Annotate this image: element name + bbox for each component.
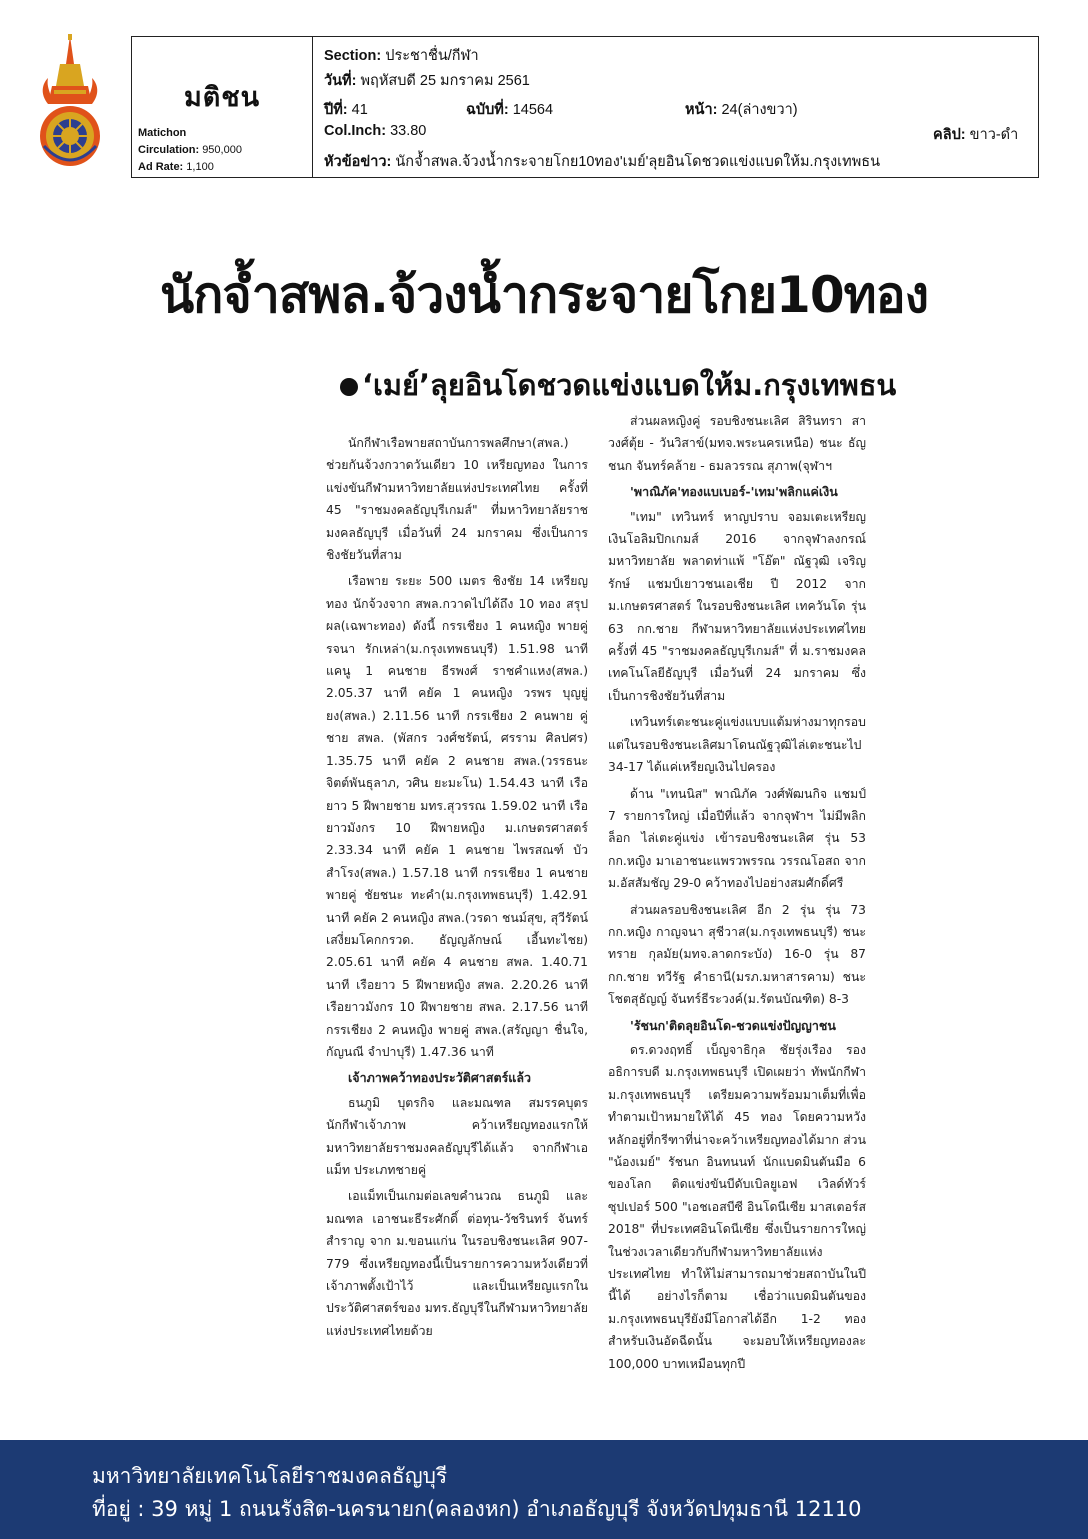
year-field: ปีที่: 41 — [324, 102, 368, 118]
publication-logo: มติชน — [183, 82, 261, 112]
clip-info-table — [131, 36, 1039, 178]
page-field: หน้า: 24(ล่างขวา) — [685, 102, 798, 118]
paragraph: นักกีฬาเรือพายสถาบันการพลศึกษา(สพล.) ช่วยกันจ้วงกวาดวันเดียว 10 เหรียญทอง ในการแข่งขันกีฬามหาวิทยาลัยแห่งประเทศไทย ครั้งที่ 45 "ราชมงคลธัญบุรีเกมส์" ที่มหาวิทยาลัยราชมงคลธัญบุรี เมื่อวันที่ 24 มกราคม ซึ่งเป็นการชิงชัยวันที่สาม — [326, 436, 588, 563]
headline-field: หัวข้อข่าว: นักจ้ำสพล.จ้วงน้ำกระจายโกย10ทอง'เมย์'ลุยอินโดชวดแข่งแบดให้ม.กรุงเทพธน — [324, 154, 881, 170]
subheadline-text: ‘เมย์’ลุยอินโดชวดแข่งแบดให้ม.กรุงเทพธน — [362, 368, 897, 402]
circulation: Circulation: 950,000 — [138, 144, 242, 156]
paragraph: เอแม็ทเป็นเกมต่อเลขคำนวณ ธนภูมิ และมณฑล เอาชนะธีระศักดิ์ ต่อทุน-วัชรินทร์ จันทร์สำราญ จาก ม.ขอนแก่น ในรอบชิงชนะเลิศ 907-779 ซึ่งเหรียญทองนี้เป็นรายการความหวังเดียวที่เจ้าภาพตั้งเป้าไว้ และเป็นเหรียญแรกในประวัติศาสตร์ของ มทร.ธัญบุรีในกีฬามหาวิทยาลัยแห่งประเทศไทยด้วย — [326, 1189, 588, 1338]
footer-address: ที่อยู่ : 39 หมู่ 1 ถนนรังสิต-นครนายก(คลองหก) อำเภอธัญบุรี จังหวัดปทุมธานี 12110 — [92, 1497, 862, 1521]
publication-name: Matichon — [138, 127, 187, 139]
paragraph: ธนภูมิ บุตรกิจ และมณฑล สมรรคบุตร นักกีฬาเจ้าภาพ คว้าเหรียญทองแรกให้มหาวิทยาลัยราชมงคลธัญบุรีได้แล้ว จากกีฬาเอแม็ท ประเภทชายคู่ — [326, 1095, 588, 1177]
paragraph: เรือพาย ระยะ 500 เมตร ชิงชัย 14 เหรียญทอง นักจ้วงจาก สพล.กวาดไปได้ถึง 10 ทอง สรุปผล(เฉพาะทอง) ดังนี้ กรรเชียง 1 คนหญิง พายคู่ รจนา รักเหล่า(ม.กรุงเทพธนบุรี) 1.51.98 นาที แคนู 1 คนชาย ธีรพงศ์ ราชคำแหง(สพล.) 2.05.37 นาที คยัค 1 คนหญิง วรพร บุญยู่ยง(สพล.) 2.11.56 นาที กรรเชียง 2 คนพาย คู่ชาย สพล. (พัสกร วงศ์ชรัตน์, ศรราม ศิลปศร) 1.35.75 นาที คยัค 2 คนชาย สพล.(วรรธนะ จิตต์พันธุลาภ, วศิน ยะมะโน) 1.54.43 นาที เรือยาว 5 ฝีพายชาย มทร.สุวรรณ 1.59.02 นาที เรือยาวมังกร 10 ฝีพายหญิง ม.เกษตรศาสตร์ 2.33.34 นาที คยัค 1 คนชาย ไพรสณฑ์ บัวสำโรง(สพล.) 1.57.18 นาที กรรเชียง 1 คนชาย พายคู่ ชัยชนะ ทะคำ(ม.กรุงเทพธนบุรี) 1.42.91 นาที คยัค 2 คนหญิง สพล.(วรดา ชนม์สุข, สุวีรัตน์ เสงี่ยมโคกกรวด. ธัญญลักษณ์ เอี้นทะไชย) 2.05.61 นาที คยัค 4 คนชาย สพล. 1.40.71 นาที เรือยาว 5 ฝีพายหญิง สพล. 2.20.26 นาที เรือยาวมังกร 10 ฝีพายชาย สพล. 2.17.56 นาที กรรเชียง 2 คนหญิง พายคู่ สพล.(สรัญญา ชื่นใจ, กัญนณี จำปาบุรี) 1.47.36 นาที — [326, 574, 588, 1059]
date-row: วันที่: พฤหัสบดี 25 มกราคม 2561 — [324, 73, 530, 89]
article-subheadline — [340, 362, 896, 408]
publication-meta — [138, 125, 242, 176]
clip-details — [313, 37, 1038, 177]
publication-block — [132, 37, 313, 177]
ad-rate: Ad Rate: 1,100 — [138, 161, 214, 173]
footer-bar — [0, 1440, 1088, 1539]
bullet-dot-icon — [340, 378, 358, 396]
article-column-1 — [326, 432, 588, 1346]
section-subheading: เจ้าภาพคว้าทองประวัติศาสตร์แล้ว — [348, 1070, 532, 1086]
issue-field: ฉบับที่: 14564 — [466, 102, 554, 118]
section-subheading: 'พาณิภัค'ทองแบเบอร์-'เทม'พลิกแค่เงิน — [630, 484, 838, 500]
clip-color-field: คลิป: ขาว-ดำ — [933, 127, 1019, 143]
section-row: Section: ประชาชื่น/กีฬา — [324, 48, 479, 64]
colinch-field: Col.Inch: 33.80 — [324, 123, 427, 139]
section-subheading: 'รัชนก'ติดลุยอินโด-ชวดแข่งปัญญาชน — [630, 1017, 836, 1033]
article-headline: นักจ้ำสพล.จ้วงน้ำกระจายโกย10ทอง — [159, 266, 929, 324]
article-column-2 — [608, 410, 866, 1379]
footer-institution: มหาวิทยาลัยเทคโนโลยีราชมงคลธัญบุรี — [92, 1464, 448, 1488]
paragraph: ด้าน "เทนนิส" พาณิภัค วงศ์พัฒนกิจ แชมป์ 7 รายการใหญ่ เมื่อปีที่แล้ว จากจุฬาฯ ไม่มีพลิกล็อก ไล่เตะคู่แข่ง เข้ารอบชิงชนะเลิศ รุ่น 53 กก.หญิง มาเอาชนะแพรวพรรณ วรรณโอสถ จาก ม.อัสสัมชัญ 29-0 คว้าทองไปอย่างสมศักดิ์ศรี — [608, 786, 866, 891]
paragraph: ส่วนผลหญิงคู่ รอบชิงชนะเลิศ สิรินทรา สาวงศ์ตุ้ย - วันวิสาข์(มทจ.พระนครเหนือ) ชนะ ธัญชนก จันทร์คล้าย - ธมลวรรณ สุภาพ(จุฬาฯ — [608, 414, 866, 473]
university-emblem-icon — [38, 34, 102, 172]
paragraph: "เทม" เทวินทร์ หาญปราบ จอมเตะเหรียญเงินโอลิมปิกเกมส์ 2016 จากจุฬาลงกรณ์มหาวิทยาลัย พลาดท่าแพ้ "โอ๊ต" ณัฐวุฒิ เจริญรักษ์ แชมป์เยาวชนเอเชีย ปี 2012 จาก ม.เกษตรศาสตร์ ในรอบชิงชนะเลิศ เทควันโด รุ่น 63 กก.ชาย กีฬามหาวิทยาลัยแห่งประเทศไทย ครั้งที่ 45 "ราชมงคลธัญบุรีเกมส์" ที่ ม.ราชมงคลเทคโนโลยีธัญบุรี เมื่อวันที่ 24 มกราคม ซึ่งเป็นการชิงชัยวันที่สาม — [608, 509, 866, 703]
paragraph: ดร.ดวงฤทธิ์ เบ็ญจาธิกุล ชัยรุ่งเรือง รองอธิการบดี ม.กรุงเทพธนบุรี เปิดเผยว่า ทัพนักกีฬา ม.กรุงเทพธนบุรี เตรียมความพร้อมมาเต็มที่เพื่อทำตามเป้าหมายให้ได้ 45 ทอง โดยความหวังหลักอยู่ที่กรีฑาที่น่าจะคว้าเหรียญทองได้มาก ส่วน "น้องเมย์" รัชนก อินทนนท์ นักแบดมินตันมือ 6 ของโลก ติดแข่งขันบีดับเบิลยูเอฟ เวิลด์ทัวร์ ซุปเปอร์ 500 "เอชเอสบีซี อินโดนีเซีย มาสเตอร์ส 2018" ที่ประเทศอินโดนีเซีย ซึ่งเป็นรายการใหญ่ ในช่วงเวลาเดียวกับกีฬามหาวิทยาลัยแห่งประเทศไทย ทำให้ไม่สามารถมาช่วยสถาบันในปีนี้ได้ อย่างไรก็ตาม เชื่อว่าแบดมินตันของ ม.กรุงเทพธนบุรียังมีโอกาสได้อีก 1-2 ทอง สำหรับเงินอัดฉีดนั้น จะมอบให้เหรียญทองละ 100,000 บาทเหมือนทุกปี — [608, 1042, 866, 1371]
paragraph: ส่วนผลรอบชิงชนะเลิศ อีก 2 รุ่น รุ่น 73 กก.หญิง กาญจนา สุชีวาส(ม.กรุงเทพธนบุรี) ชนะ ทราย กุลมัย(มทจ.ลาดกระบัง) 16-0 รุ่น 87 กก.ชาย ทวีรัฐ คำธานี(มรภ.มหาสารคาม) ชนะ โชตสุธัญญ์ จันทร์ธีระวงค์(ม.รัตนบัณฑิต) 8-3 — [608, 902, 866, 1007]
paragraph: เทวินทร์เตะชนะคู่แข่งแบบแต้มห่างมาทุกรอบ แต่ในรอบชิงชนะเลิศมาโดนณัฐวุฒิไล่เตะชนะไป 34-17 ได้แค่เหรียญเงินไปครอง — [608, 715, 866, 775]
